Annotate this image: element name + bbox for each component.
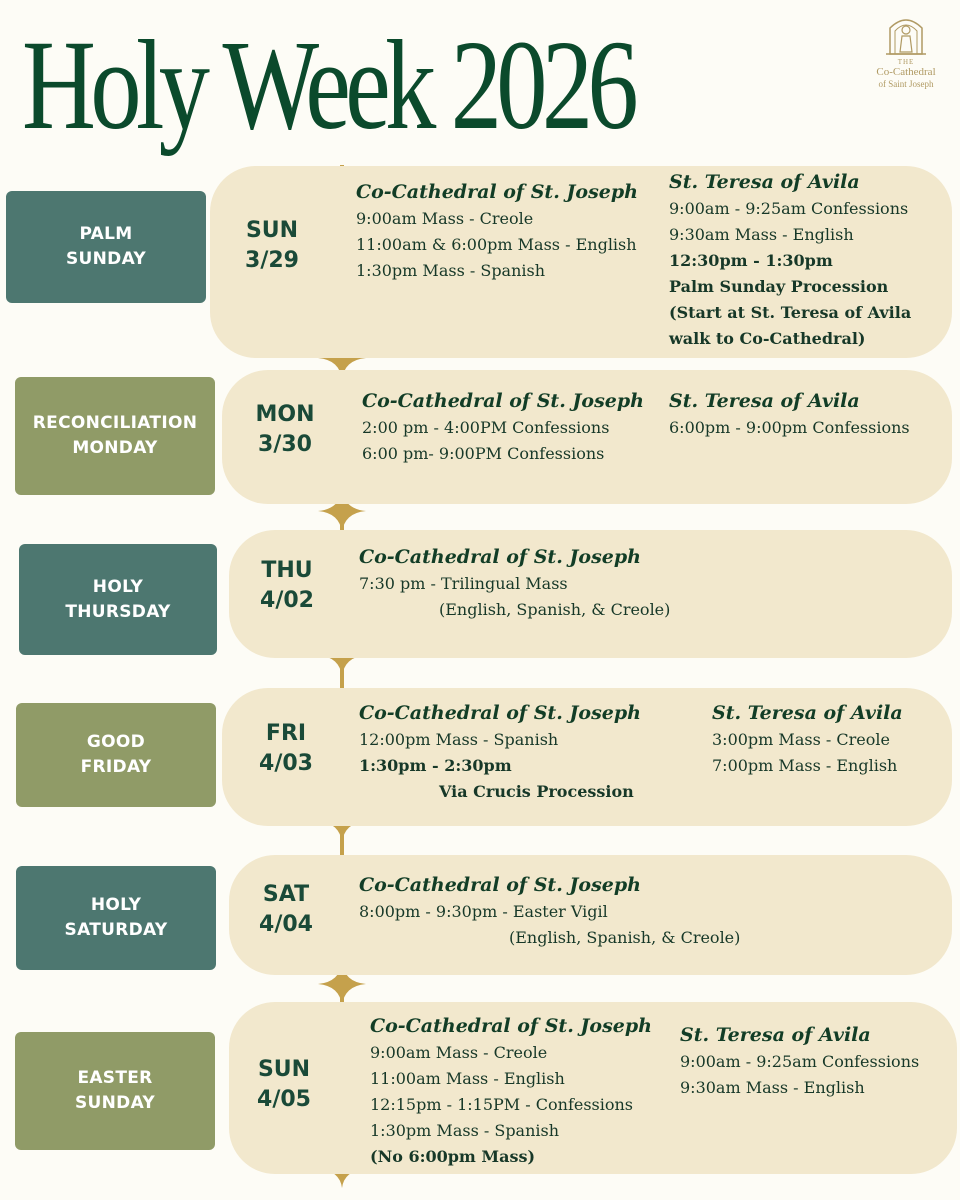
schedule-line: (Start at St. Teresa of Avila xyxy=(669,303,912,322)
church-name: Co-Cathedral of St. Joseph xyxy=(359,874,641,896)
church-column-left xyxy=(370,1012,652,1170)
church-name: St. Teresa of Avila xyxy=(712,702,903,724)
church-column-left xyxy=(359,699,641,805)
schedule-line: 8:00pm - 9:30pm - Easter Vigil xyxy=(359,902,608,921)
schedule-line: 9:00am - 9:25am Confessions xyxy=(669,199,909,218)
event-date: THU 4/02 xyxy=(260,558,314,613)
schedule-line: 12:00pm Mass - Spanish xyxy=(359,730,559,749)
schedule-line: (English, Spanish, & Creole) xyxy=(439,600,671,619)
logo-line-2: Co-Cathedral xyxy=(876,66,936,78)
event-label-easter-sunday: EASTER SUNDAY xyxy=(15,1032,215,1150)
schedule-line: 12:15pm - 1:15PM - Confessions xyxy=(370,1095,634,1114)
event-date: MON 3/30 xyxy=(255,402,315,457)
church-column-right xyxy=(669,387,910,441)
church-name: Co-Cathedral of St. Joseph xyxy=(356,181,638,203)
event-date: SUN 3/29 xyxy=(245,218,299,273)
church-name: Co-Cathedral of St. Joseph xyxy=(362,390,644,412)
church-column-right xyxy=(669,168,911,352)
schedule-line: 1:30pm Mass - Spanish xyxy=(370,1121,560,1140)
schedule-line: 1:30pm Mass - Spanish xyxy=(356,261,546,280)
page-title: Holy Week 2026 xyxy=(22,14,634,156)
church-name: St. Teresa of Avila xyxy=(680,1024,871,1046)
church-name: Co-Cathedral of St. Joseph xyxy=(359,546,641,568)
event-date: FRI 4/03 xyxy=(259,721,313,776)
church-name: St. Teresa of Avila xyxy=(669,171,860,193)
church-name: Co-Cathedral of St. Joseph xyxy=(370,1015,652,1037)
schedule-line: 3:00pm Mass - Creole xyxy=(712,730,890,749)
church-column-left xyxy=(359,543,670,623)
event-date: SAT 4/04 xyxy=(259,882,313,937)
cathedral-logo xyxy=(858,12,954,90)
schedule-line: 7:30 pm - Trilingual Mass xyxy=(359,574,568,593)
church-column-right xyxy=(680,1021,919,1101)
schedule-line: 11:00am Mass - English xyxy=(370,1069,565,1088)
schedule-line: walk to Co-Cathedral) xyxy=(669,329,866,348)
event-label-palm-sunday: PALM SUNDAY xyxy=(6,191,206,303)
schedule-line: 1:30pm - 2:30pm xyxy=(359,756,512,775)
schedule-line: (No 6:00pm Mass) xyxy=(370,1147,536,1166)
schedule-line: 11:00am & 6:00pm Mass - English xyxy=(356,235,637,254)
church-name: St. Teresa of Avila xyxy=(669,390,860,412)
church-column-left xyxy=(362,387,644,467)
schedule-line: 9:00am Mass - Creole xyxy=(370,1043,548,1062)
cathedral-emblem-icon xyxy=(884,12,928,56)
schedule-line: 9:30am Mass - English xyxy=(680,1078,865,1097)
event-label-good-friday: GOOD FRIDAY xyxy=(16,703,216,807)
event-date: SUN 4/05 xyxy=(257,1057,311,1112)
schedule-line: (English, Spanish, & Creole) xyxy=(509,928,741,947)
event-label-holy-thursday: HOLY THURSDAY xyxy=(19,544,217,655)
church-column-left xyxy=(359,871,740,951)
schedule-line: 9:00am - 9:25am Confessions xyxy=(680,1052,920,1071)
schedule-line: 6:00 pm- 9:00PM Confessions xyxy=(362,444,605,463)
schedule-line: Via Crucis Procession xyxy=(439,782,634,801)
schedule-line: 9:00am Mass - Creole xyxy=(356,209,534,228)
schedule-line: Palm Sunday Procession xyxy=(669,277,889,296)
church-name: Co-Cathedral of St. Joseph xyxy=(359,702,641,724)
logo-line-3: of Saint Joseph xyxy=(878,79,934,89)
church-column-left xyxy=(356,178,638,284)
schedule-line: 9:30am Mass - English xyxy=(669,225,854,244)
logo-line-1: THE xyxy=(897,58,915,66)
schedule-line: 7:00pm Mass - English xyxy=(712,756,898,775)
schedule-line: 2:00 pm - 4:00PM Confessions xyxy=(362,418,610,437)
event-label-holy-saturday: HOLY SATURDAY xyxy=(16,866,216,970)
event-label-reconciliation-monday: RECONCILIATION MONDAY xyxy=(15,377,215,495)
schedule-line: 12:30pm - 1:30pm xyxy=(669,251,833,270)
church-column-right xyxy=(712,699,903,779)
schedule-line: 6:00pm - 9:00pm Confessions xyxy=(669,418,910,437)
